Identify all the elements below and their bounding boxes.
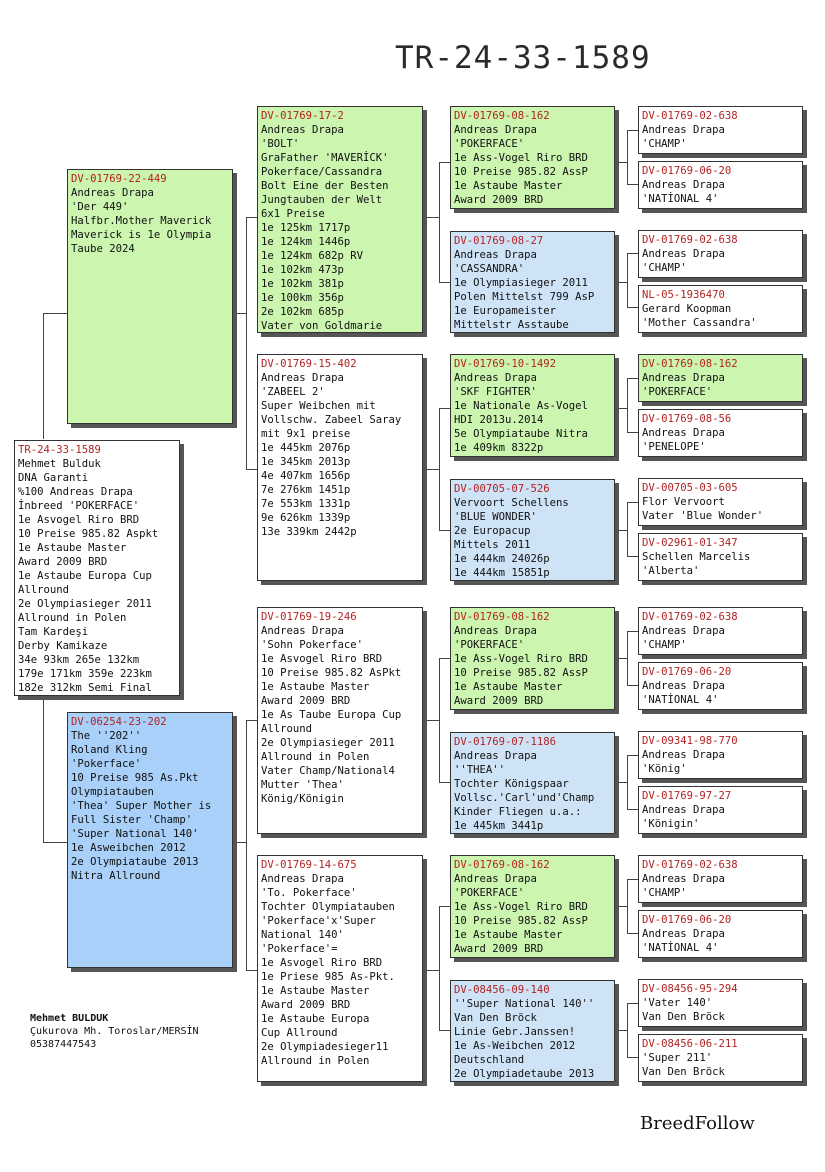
connector-line [627, 130, 628, 184]
owner-info [30, 1012, 199, 1051]
ring-number: DV-00705-03-605 [642, 482, 738, 494]
pedigree-text-line: 'Königin' [642, 818, 700, 830]
pedigree-text-line: 1e 445km 3441p [454, 820, 544, 832]
ring-number: DV-01769-14-675 [261, 859, 357, 871]
ring-number: DV-01769-02-638 [642, 611, 738, 623]
pedigree-text-line: Full Sister 'Champ' [71, 814, 193, 826]
pedigree-text-line: 1e Astaube Europa [261, 1013, 370, 1025]
pedigree-text-line: %100 Andreas Drapa [18, 486, 133, 498]
pedigree-text-line: ''THEA'' [454, 764, 506, 776]
pedigree-text-line: 2e Europacup [454, 525, 531, 537]
pedigree-text-line: 34e 93km 265e 132km [18, 654, 140, 666]
pedigree-text-line: Linie Gebr.Janssen! [454, 1026, 576, 1038]
pedigree-text-line: Roland Kling [71, 744, 148, 756]
pedigree-text-line: Vollsc.'Carl'und'Champ [454, 792, 595, 804]
connector-line [43, 697, 44, 842]
pedigree-text-line: 10 Preise 985.82 AsPkt [261, 667, 402, 679]
connector-line [246, 217, 247, 469]
pedigree-text-line: 1e Europameister [454, 305, 557, 317]
pedigree-text-line: 'CHAMP' [642, 639, 687, 651]
pedigree-text-line: The ''202'' [71, 730, 142, 742]
pedigree-text-line: 'CHAMP' [642, 887, 687, 899]
pedigree-text-line: 'Super 211' [642, 1052, 713, 1064]
pedigree-text-line: Andreas Drapa [642, 749, 725, 761]
connector-line [615, 530, 628, 531]
sire-sire-card[interactable] [257, 106, 423, 333]
pedigree-text-line: 'Super National 140' [71, 828, 199, 840]
pedigree-text-line: Andreas Drapa [454, 249, 537, 261]
pedigree-text-line: Allround [261, 723, 313, 735]
ring-number: DV-01769-97-27 [642, 790, 732, 802]
pedigree-text-line: 1e 100km 356p [261, 292, 344, 304]
pedigree-text-line: National 140' [261, 929, 344, 941]
pedigree-text-line: Mutter 'Thea' [261, 779, 344, 791]
great-grandparent-card-2[interactable] [450, 231, 615, 333]
pedigree-text-line: 'Vater 140' [642, 997, 713, 1009]
pedigree-text-line: 2e Olympiadetaube 2013 [454, 1068, 595, 1080]
pedigree-text-line: 10 Preise 985.82 AssP [454, 915, 588, 927]
pedigree-text-line: 1e Astaube Master [454, 180, 563, 192]
pedigree-text-line: HDI 2013u.2014 [454, 414, 544, 426]
pedigree-text-line: Schellen Marcelis [642, 551, 751, 563]
pedigree-text-line: 2e Olympiadesieger11 [261, 1041, 389, 1053]
connector-line [615, 162, 628, 163]
gen4-card-4[interactable] [638, 285, 803, 333]
pedigree-text-line: Andreas Drapa [642, 372, 725, 384]
pedigree-text-line: 1e Astaube Europa Cup [18, 570, 152, 582]
great-grandparent-card-4[interactable] [450, 479, 615, 581]
pedigree-text-line: ''Super National 140'' [454, 998, 595, 1010]
gen4-card-1[interactable] [638, 106, 803, 154]
connector-line [615, 906, 628, 907]
connector-line [423, 469, 440, 470]
pedigree-text-line: 1e Nationale As-Vogel [454, 400, 588, 412]
pedigree-text-line: 'Pokerface' [71, 758, 142, 770]
ring-number: DV-01769-19-246 [261, 611, 357, 623]
owner-name: Mehmet BULDUK [30, 1013, 109, 1024]
pedigree-text-line: Jungtauben der Welt [261, 194, 383, 206]
dam-sire-card[interactable] [257, 607, 423, 834]
pedigree-text-line: 1e Ass-Vogel Riro BRD [454, 901, 588, 913]
gen4-card-8[interactable] [638, 533, 803, 581]
pedigree-text-line: Andreas Drapa [261, 625, 344, 637]
pedigree-text-line: Andreas Drapa [642, 179, 725, 191]
connector-line [246, 720, 247, 970]
pedigree-text-line: Mehmet Bulduk [18, 458, 101, 470]
pedigree-text-line: Van Den Bröck [642, 1011, 725, 1023]
pedigree-text-line: Van Den Bröck [454, 1012, 537, 1024]
pedigree-text-line: 1e Astaube Master [454, 681, 563, 693]
pedigree-text-line: Allround in Polen [18, 612, 127, 624]
connector-line [615, 782, 628, 783]
pedigree-text-line: Award 2009 BRD [18, 556, 108, 568]
ring-number: DV-01769-08-56 [642, 413, 732, 425]
pedigree-text-line: 10 Preise 985 As.Pkt [71, 772, 199, 784]
pedigree-text-line: Award 2009 BRD [261, 999, 351, 1011]
pedigree-text-line: 1e 125km 1717p [261, 222, 351, 234]
gen4-card-3[interactable] [638, 230, 803, 278]
pedigree-text-line: Super Weibchen mit [261, 400, 376, 412]
pedigree-text-line: 13e 339km 2442p [261, 526, 357, 538]
pedigree-text-line: 1e Priese 985 As-Pkt. [261, 971, 395, 983]
pedigree-text-line: 'Der 449' [71, 201, 129, 213]
pedigree-text-line: Award 2009 BRD [454, 194, 544, 206]
pedigree-text-line: 'CHAMP' [642, 138, 687, 150]
gen4-card-12[interactable] [638, 786, 803, 834]
pedigree-text-line: 'CHAMP' [642, 262, 687, 274]
pedigree-text-line: Tochter Olympiatauben [261, 901, 395, 913]
great-grandparent-card-5[interactable] [450, 607, 615, 710]
ring-number: DV-08456-09-140 [454, 984, 550, 996]
pedigree-text-line: 1e Astaube Master [261, 681, 370, 693]
pedigree-text-line: 1e Asvogel Riro BRD [261, 653, 383, 665]
pedigree-text-line: 'PENELOPE' [642, 441, 706, 453]
pedigree-text-line: 'SKF FIGHTER' [454, 386, 537, 398]
pedigree-text-line: Van Den Bröck [642, 1066, 725, 1078]
pedigree-text-line: 179e 171km 359e 223km [18, 668, 152, 680]
great-grandparent-card-3[interactable] [450, 354, 615, 457]
ring-number: DV-02961-01-347 [642, 537, 738, 549]
pedigree-text-line: 'POKERFACE' [642, 386, 713, 398]
ring-number: DV-01769-06-20 [642, 165, 732, 177]
pedigree-text-line: 2e Olympiasieger 2011 [18, 598, 152, 610]
pedigree-text-line: 2e 102km 685p [261, 306, 344, 318]
sire-card[interactable] [67, 169, 233, 424]
pedigree-text-line: mit 9x1 preise [261, 428, 351, 440]
pedigree-text-line: 1e 444km 15851p [454, 567, 550, 579]
pedigree-text-line: Deutschland [454, 1054, 525, 1066]
pedigree-text-line: 'Sohn Pokerface' [261, 639, 364, 651]
pedigree-text-line: Award 2009 BRD [454, 943, 544, 955]
great-grandparent-card-1[interactable] [450, 106, 615, 209]
ring-number: DV-01769-02-638 [642, 859, 738, 871]
pedigree-text-line: 7e 553km 1331p [261, 498, 351, 510]
pedigree-text-line: Vater von Goldmarie [261, 320, 383, 332]
pedigree-text-line: 2e Olympiasieger 2011 [261, 737, 395, 749]
ring-number: DV-01769-06-20 [642, 914, 732, 926]
pedigree-text-line: 5e Olympiataube Nitra [454, 428, 588, 440]
pedigree-text-line: Derby Kamikaze [18, 640, 108, 652]
pedigree-text-line: Andreas Drapa [454, 750, 537, 762]
connector-line [627, 502, 628, 556]
pedigree-text-line: 'NATİONAL 4' [642, 694, 719, 706]
pedigree-text-line: Vollschw. Zabeel Saray [261, 414, 402, 426]
pedigree-text-line: Tam Kardeşi [18, 626, 89, 638]
gen4-card-13[interactable] [638, 855, 803, 903]
connector-line [233, 313, 247, 314]
gen4-card-11[interactable] [638, 731, 803, 779]
pedigree-text-line: 'Thea' Super Mother is [71, 800, 212, 812]
pedigree-text-line: DNA Garanti [18, 472, 89, 484]
pedigree-text-line: Kinder Fliegen u.a.: [454, 806, 582, 818]
pedigree-text-line: 'POKERFACE' [454, 887, 525, 899]
gen4-card-7[interactable] [638, 478, 803, 526]
pedigree-text-line: Andreas Drapa [261, 372, 344, 384]
pedigree-text-line: Vater 'Blue Wonder' [642, 510, 764, 522]
ring-number: DV-01769-02-638 [642, 234, 738, 246]
pedigree-text-line: 1e 409km 8322p [454, 442, 544, 454]
owner-phone: 05387447543 [30, 1039, 97, 1050]
pedigree-text-line: 4e 407km 1656p [261, 470, 351, 482]
pedigree-text-line: 10 Preise 985.82 Aspkt [18, 528, 159, 540]
ring-number: TR-24-33-1589 [18, 444, 101, 456]
pedigree-text-line: 10 Preise 985.82 AssP [454, 667, 588, 679]
pedigree-text-line: 1e 124km 682p RV [261, 250, 364, 262]
ring-number: DV-00705-07-526 [454, 483, 550, 495]
gen4-card-10[interactable] [638, 662, 803, 710]
ring-number: DV-01769-08-162 [454, 611, 550, 623]
gen4-card-14[interactable] [638, 910, 803, 958]
pedigree-text-line: 1e Astaube Master [454, 929, 563, 941]
connector-line [615, 1030, 628, 1031]
pedigree-text-line: 1e Ass-Vogel Riro BRD [454, 653, 588, 665]
pedigree-text-line: 'NATİONAL 4' [642, 193, 719, 205]
pedigree-text-line: 1e 444km 24026p [454, 553, 550, 565]
pedigree-text-line: Andreas Drapa [642, 680, 725, 692]
connector-line [439, 162, 440, 282]
pedigree-text-line: Olympiatauben [71, 786, 154, 798]
pedigree-title: TR-24-33-1589 [395, 40, 651, 76]
connector-line [233, 842, 247, 843]
pedigree-text-line: Allround in Polen [261, 1055, 370, 1067]
ring-number: DV-01769-06-20 [642, 666, 732, 678]
pedigree-text-line: Andreas Drapa [642, 804, 725, 816]
sire-dam-card[interactable] [257, 354, 423, 581]
pedigree-text-line: 1e Asvogel Riro BRD [18, 514, 140, 526]
gen4-card-16[interactable] [638, 1034, 803, 1082]
pedigree-text-line: Andreas Drapa [642, 427, 725, 439]
connector-line [439, 906, 440, 1030]
connector-line [423, 970, 440, 971]
pedigree-text-line: Vater Champ/National4 [261, 765, 395, 777]
ring-number: DV-01769-22-449 [71, 173, 167, 185]
pedigree-text-line: 'Mother Cassandra' [642, 317, 757, 329]
ring-number: DV-01769-08-27 [454, 235, 544, 247]
pedigree-text-line: 182e 312km Semi Final [18, 682, 152, 694]
pedigree-text-line: Nitra Allround [71, 870, 161, 882]
pedigree-text-line: 'König' [642, 763, 687, 775]
pedigree-text-line: 7e 276km 1451p [261, 484, 351, 496]
pedigree-text-line: Award 2009 BRD [454, 695, 544, 707]
connector-line [627, 378, 628, 432]
ring-number: DV-08456-06-211 [642, 1038, 738, 1050]
pedigree-text-line: Gerard Koopman [642, 303, 732, 315]
connector-line [43, 842, 68, 843]
connector-line [615, 282, 628, 283]
pedigree-text-line: 'POKERFACE' [454, 138, 525, 150]
great-grandparent-card-6[interactable] [450, 732, 615, 834]
brand-logo-text: BreedFollow [640, 1113, 755, 1134]
pedigree-text-line: Flor Vervoort [642, 496, 725, 508]
pedigree-text-line: Andreas Drapa [454, 124, 537, 136]
pedigree-text-line: König/Königin [261, 793, 344, 805]
ring-number: DV-06254-23-202 [71, 716, 167, 728]
gen4-card-6[interactable] [638, 409, 803, 457]
pedigree-text-line: İnbreed 'POKERFACE' [18, 500, 140, 512]
pedigree-text-line: Andreas Drapa [261, 124, 344, 136]
pedigree-text-line: 1e 445km 2076p [261, 442, 351, 454]
ring-number: DV-09341-98-770 [642, 735, 738, 747]
owner-address: Çukurova Mh. Toroslar/MERSİN [30, 1026, 199, 1037]
pedigree-text-line: Vervoort Schellens [454, 497, 569, 509]
pedigree-text-line: 1e Asvogel Riro BRD [261, 957, 383, 969]
pedigree-text-line: 1e 102km 381p [261, 278, 344, 290]
pedigree-text-line: 'CASSANDRA' [454, 263, 525, 275]
pedigree-text-line: 'BOLT' [261, 138, 300, 150]
pedigree-text-line: Tochter Königspaar [454, 778, 569, 790]
pedigree-text-line: 'Pokerface'= [261, 943, 338, 955]
pedigree-text-line: Andreas Drapa [642, 124, 725, 136]
dam-card[interactable] [67, 712, 233, 968]
connector-line [43, 313, 68, 314]
pedigree-text-line: 2e Olympiataube 2013 [71, 856, 199, 868]
ring-number: DV-01769-07-1186 [454, 736, 557, 748]
ring-number: DV-01769-10-1492 [454, 358, 557, 370]
connector-line [43, 313, 44, 439]
pedigree-text-line: 'BLUE WONDER' [454, 511, 537, 523]
connector-line [423, 720, 440, 721]
pedigree-text-line: 1e 345km 2013p [261, 456, 351, 468]
pedigree-text-line: 'Pokerface'x'Super [261, 915, 376, 927]
connector-line [423, 217, 440, 218]
pedigree-text-line: 1e Astaube Master [18, 542, 127, 554]
pedigree-text-line: Halfbr.Mother Maverick [71, 215, 212, 227]
pedigree-text-line: 'POKERFACE' [454, 639, 525, 651]
pedigree-text-line: Polen Mittelst 799 AsP [454, 291, 595, 303]
pedigree-text-line: 'NATİONAL 4' [642, 942, 719, 954]
great-grandparent-card-7[interactable] [450, 855, 615, 958]
pedigree-text-line: 1e 102km 473p [261, 264, 344, 276]
pedigree-text-line: Mittelstr Asstaube [454, 319, 569, 331]
pedigree-text-line: 'To. Pokerface' [261, 887, 357, 899]
pedigree-text-line: Bolt Eine der Besten [261, 180, 389, 192]
pedigree-text-line: 1e Olympiasieger 2011 [454, 277, 588, 289]
pedigree-text-line: 9e 626km 1339p [261, 512, 351, 524]
pedigree-text-line: Andreas Drapa [642, 248, 725, 260]
pedigree-text-line: 'ZABEEL 2' [261, 386, 325, 398]
pedigree-text-line: 1e As Taube Europa Cup [261, 709, 402, 721]
ring-number: DV-01769-08-162 [642, 358, 738, 370]
ring-number: DV-01769-17-2 [261, 110, 344, 122]
pedigree-text-line: Allround [18, 584, 70, 596]
pedigree-text-line: Taube 2024 [71, 243, 135, 255]
subject-pigeon-card[interactable] [14, 440, 180, 696]
pedigree-text-line: Cup Allround [261, 1027, 338, 1039]
gen4-card-9[interactable] [638, 607, 803, 655]
pedigree-text-line: Award 2009 BRD [261, 695, 351, 707]
pedigree-text-line: 1e Astaube Master [261, 985, 370, 997]
pedigree-text-line: 1e As-Weibchen 2012 [454, 1040, 576, 1052]
pedigree-text-line: Andreas Drapa [642, 625, 725, 637]
pedigree-text-line: 1e Asweibchen 2012 [71, 842, 186, 854]
gen4-card-2[interactable] [638, 161, 803, 209]
pedigree-text-line: Andreas Drapa [454, 372, 537, 384]
pedigree-text-line: Andreas Drapa [454, 873, 537, 885]
pedigree-text-line: 10 Preise 985.82 AssP [454, 166, 588, 178]
ring-number: NL-05-1936470 [642, 289, 725, 301]
gen4-card-15[interactable] [638, 979, 803, 1027]
connector-line [615, 658, 628, 659]
pedigree-text-line: Andreas Drapa [454, 625, 537, 637]
pedigree-text-line: Pokerface/Cassandra [261, 166, 383, 178]
pedigree-text-line: Andreas Drapa [71, 187, 154, 199]
dam-dam-card[interactable] [257, 855, 423, 1082]
ring-number: DV-01769-08-162 [454, 859, 550, 871]
pedigree-text-line: Mittels 2011 [454, 539, 531, 551]
ring-number: DV-08456-95-294 [642, 983, 738, 995]
pedigree-text-line: GraFather 'MAVERİCK' [261, 152, 389, 164]
great-grandparent-card-8[interactable] [450, 980, 615, 1082]
pedigree-text-line: Andreas Drapa [642, 928, 725, 940]
pedigree-text-line: 1e Ass-Vogel Riro BRD [454, 152, 588, 164]
pedigree-text-line: Andreas Drapa [642, 873, 725, 885]
pedigree-text-line: Maverick is 1e Olympia [71, 229, 212, 241]
pedigree-text-line: Andreas Drapa [261, 873, 344, 885]
pedigree-text-line: 6x1 Preise [261, 208, 325, 220]
ring-number: DV-01769-15-402 [261, 358, 357, 370]
connector-line [615, 408, 628, 409]
pedigree-text-line: 'Alberta' [642, 565, 700, 577]
pedigree-text-line: Allround in Polen [261, 751, 370, 763]
gen4-card-5[interactable] [638, 354, 803, 402]
ring-number: DV-01769-08-162 [454, 110, 550, 122]
connector-line [627, 253, 628, 307]
pedigree-text-line: 1e 124km 1446p [261, 236, 351, 248]
ring-number: DV-01769-02-638 [642, 110, 738, 122]
